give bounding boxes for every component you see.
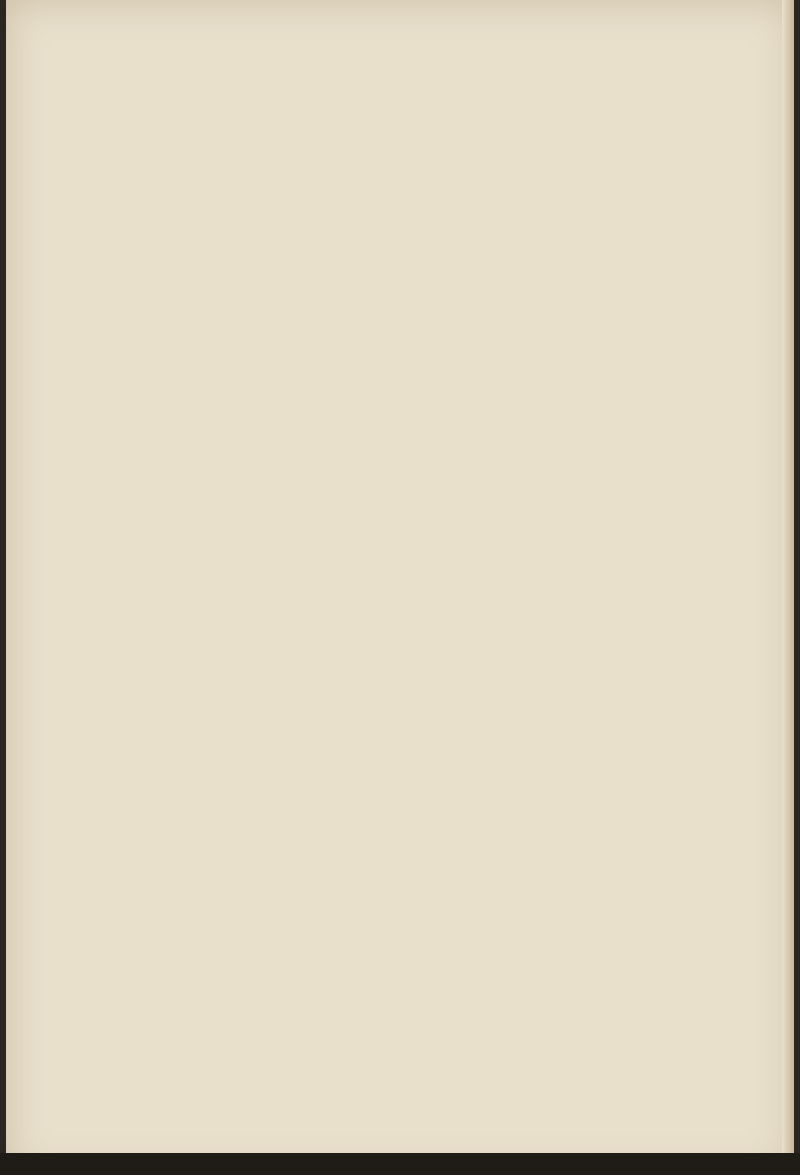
book-page	[6, 0, 794, 1175]
scan-bottom-band	[0, 1153, 800, 1175]
page-edge	[782, 0, 794, 1175]
